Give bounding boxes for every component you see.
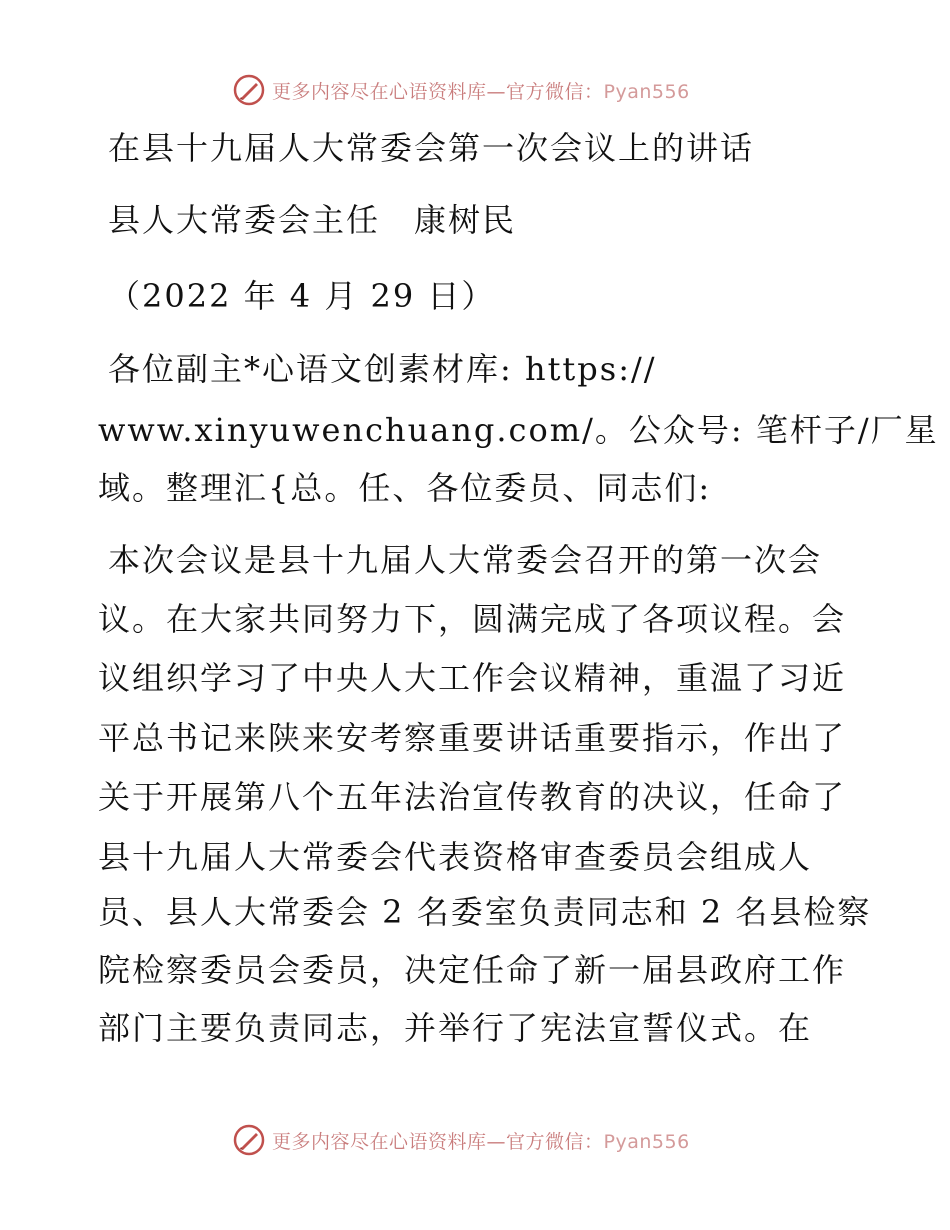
watermark-id: Pyan556 <box>603 1130 690 1153</box>
watermark-id: Pyan556 <box>603 80 690 103</box>
body-line: 本次会议是县十九届人大常委会召开的第一次会 <box>108 541 823 579</box>
body-line: 关于开展第八个五年法治宣传教育的决议，任命了 <box>98 778 847 816</box>
watermark-text: 更多内容尽在心语资料库—官方微信：Pyan556 <box>272 80 690 103</box>
salutation-line: 域。整理汇{总。任、各位委员、同志们: <box>98 469 712 507</box>
footer-watermark <box>232 1122 690 1158</box>
salutation-line: www.xinyuwenchuang.com/。公众号: 笔杆子/厂星 <box>98 411 939 449</box>
body-line: 议。在大家共同努力下，圆满完成了各项议程。会 <box>98 600 847 638</box>
quill-circle-icon <box>232 1123 266 1157</box>
body-line: 院检察委员会委员，决定任命了新一届县政府工作 <box>98 951 847 989</box>
doc-title: 在县十九届人大常委会第一次会议上的讲话 <box>108 129 755 167</box>
body-line: 议组织学习了中央人大工作会议精神，重温了习近 <box>98 659 847 697</box>
doc-date: （2022 年 4 月 29 日） <box>108 277 496 315</box>
body-line: 员、县人大常委会 2 名委室负责同志和 2 名县检察 <box>98 893 872 931</box>
body-line: 平总书记来陕来安考察重要讲话重要指示，作出了 <box>98 719 847 757</box>
body-line: 县十九届人大常委会代表资格审查委员会组成人 <box>98 838 813 876</box>
watermark-text: 更多内容尽在心语资料库—官方微信：Pyan556 <box>272 1130 690 1153</box>
quill-circle-icon <box>232 73 266 107</box>
header-watermark <box>232 72 690 108</box>
salutation-line: 各位副主*心语文创素材库: https:// <box>108 350 657 388</box>
body-line: 部门主要负责同志，并举行了宪法宣誓仪式。在 <box>98 1009 813 1047</box>
doc-author: 县人大常委会主任 康树民 <box>108 201 517 239</box>
